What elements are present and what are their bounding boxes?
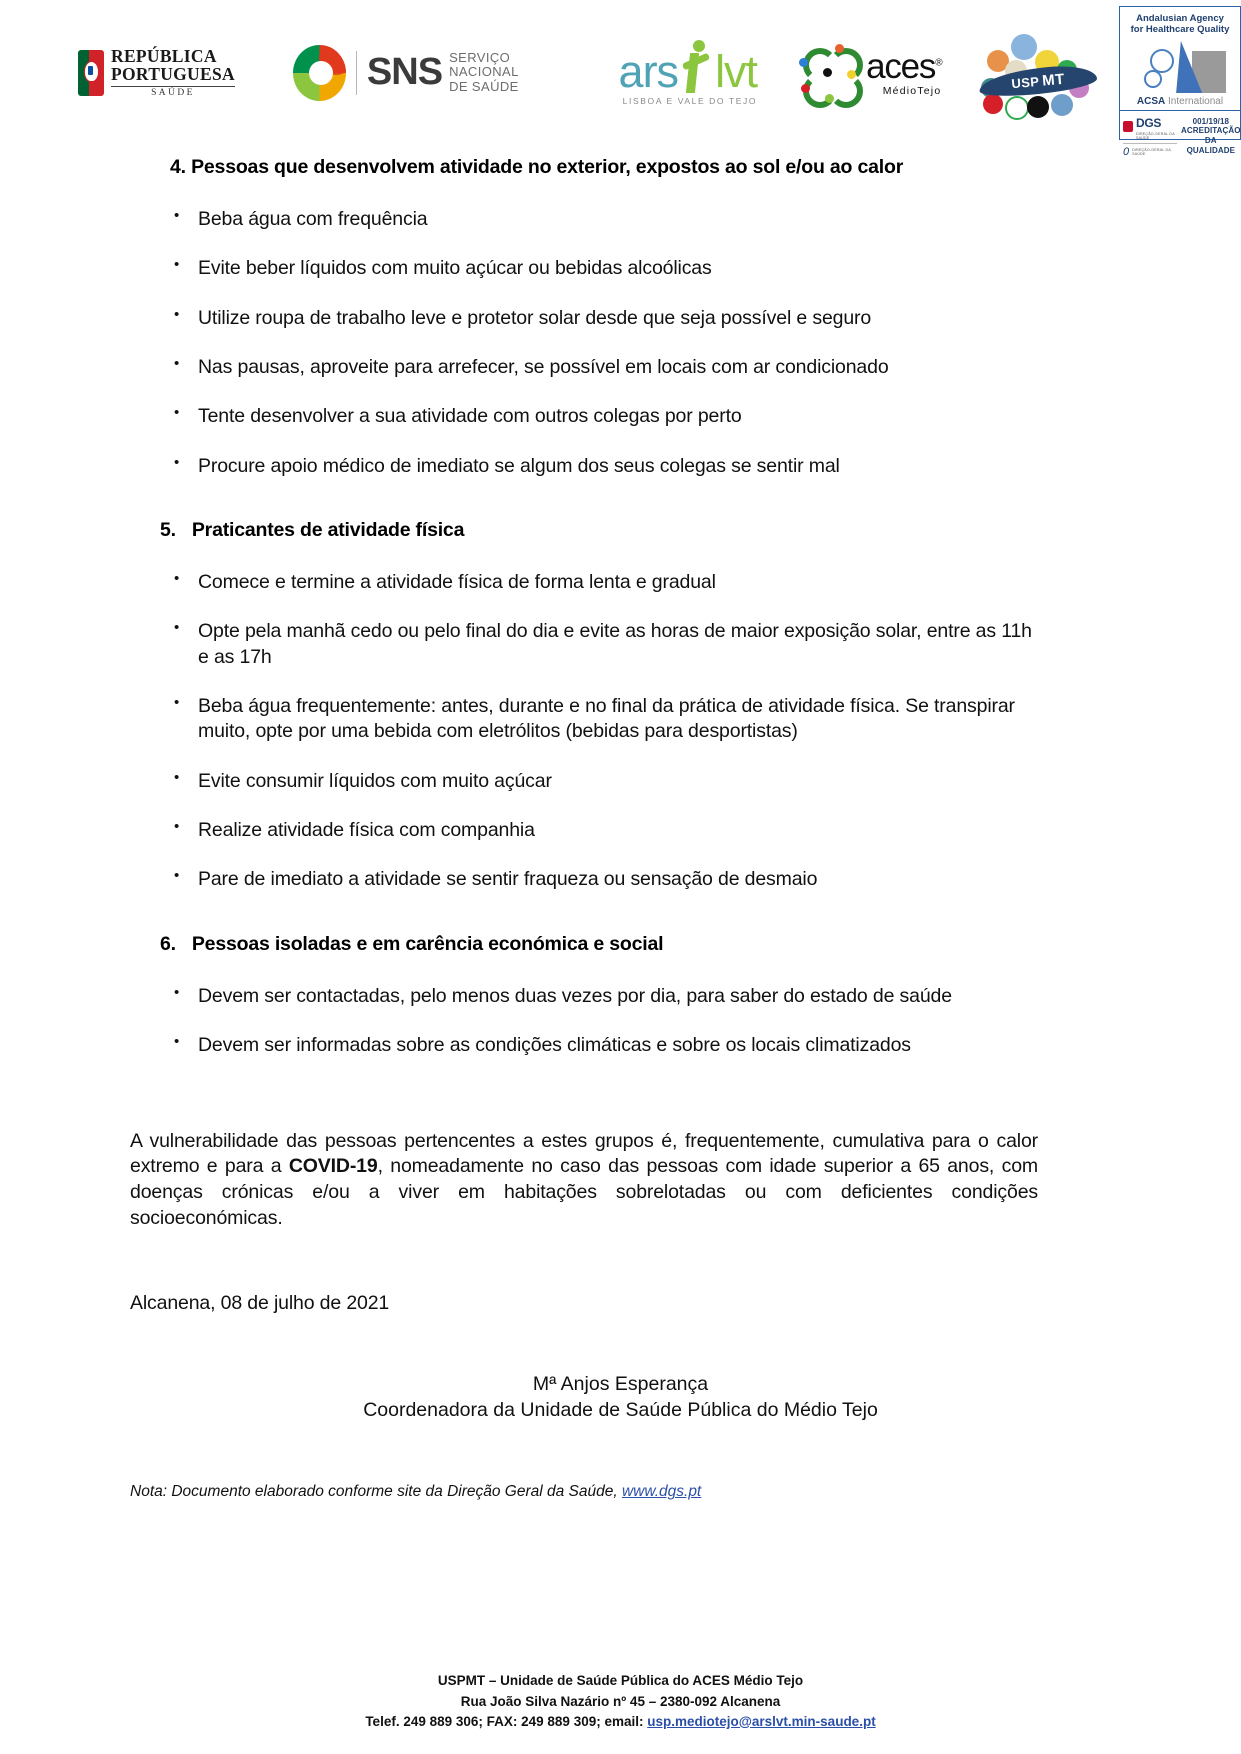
bubble-steel [1051,94,1073,116]
aces-sub: MédioTejo [882,84,942,97]
section-5-number: 5. [160,519,176,542]
list-item: • Evite beber líquidos com muito açúcar ou bebidas alcoólicas [160,256,1241,281]
list-item: • Utilize roupa de trabalho leve e protetor solar desde que seja possível e seguro [160,306,1241,331]
section-4-number: 4. [170,156,186,178]
closing-part2: , nomeadamente no caso das pessoas com idade superior a 65 anos, com doenças crónicas e/ou a viver em habitações sobrelotadas ou com deficientes condições socioeconómicas. [130,1155,1038,1230]
usp-word: USP [1011,72,1041,91]
list-item: • Comece e termine a atividade física de forma lenta e gradual [160,570,1040,595]
sns-circle-icon [293,45,346,101]
footer-email-link[interactable]: usp.mediotejo@arslvt.min-saude.pt [647,1713,876,1729]
zero-icon: 0 [1123,145,1130,158]
footer-address: Rua João Silva Nazário nº 45 – 2380-092 Alcanena [460,1693,781,1709]
rp-divider [111,86,235,87]
acsa-emblem-icon [1120,37,1240,95]
lvt-word: lvt [715,45,758,97]
aces-network-icon [799,44,857,102]
dgs-secondary-subtitle: DIREÇÃO-GERAL DA SAÚDE [1132,147,1171,156]
list-item: • Pare de imediato a atividade se sentir fraqueza ou sensação de desmaio [160,867,1040,892]
dgs-wordmark: DGS [1136,115,1162,130]
ars-caption: LISBOA E VALE DO TEJO [622,95,758,106]
sns-wordmark: SNS [366,51,443,93]
logo-ars-lvt [619,40,758,106]
covid-highlight: COVID-19 [288,1155,378,1178]
list-item: • Procure apoio médico de imediato se algum dos seus colegas se sentir mal [160,454,1241,479]
mt-word: MT [1041,69,1066,89]
list-item: • Devem ser contactadas, pelo menos duas vezes por dia, para saber do estado de saúde [160,984,1241,1009]
list-item: • Realize atividade física com companhia [160,818,1040,843]
signatory-role: Coordenadora da Unidade de Saúde Pública do Médio Tejo [363,1399,878,1422]
logo-aces [799,44,941,102]
document-note [130,1483,1241,1501]
section-heading-5 [160,519,1241,542]
footer-phone-fax: Telef. 249 889 306; FAX: 249 889 309; email: [365,1713,648,1729]
rp-line1: REPÚBLICA [111,45,217,66]
cert-line2: DA QUALIDADE [1186,135,1236,155]
page-footer [0,1671,1241,1732]
list-item: • Opte pela manhã cedo ou pelo final do dia e evite as horas de maior exposição solar, entre as 11h e as 17h [160,619,1040,670]
acsa-top-line2: for Healthcare Quality [1130,23,1230,35]
list-item: • Beba água frequentemente: antes, durante e no final da prática de atividade física. Se transpirar muito, opte por uma bebida com eletrólitos (bebidas para desportistas) [160,694,1040,745]
document-content [0,147,1241,1501]
section-6-number: 6. [160,932,176,955]
dgs-link[interactable]: www.dgs.pt [621,1483,702,1501]
section-5-title: Praticantes de atividade física [191,519,465,542]
header-logo-bar [0,0,1241,158]
aces-wordmark: aces® [866,46,942,86]
bubble-blue [1011,34,1037,60]
rp-line3: SAÚDE [151,87,195,98]
logo-acsa-accreditation [1119,6,1241,158]
rp-line2: PORTUGUESA [111,63,235,84]
place-and-date: Alcanena, 08 de julho de 2021 [130,1292,390,1315]
portugal-shield-icon [78,50,104,96]
section-4-list [160,207,1241,479]
logo-republica-portuguesa [78,47,235,99]
closing-paragraph [130,1129,1038,1233]
section-5-list [160,570,1040,893]
footer-contacts [0,1712,1241,1732]
acsa-top-line1: Andalusian Agency [1136,12,1224,24]
signature-block [0,1371,1241,1423]
section-heading-4 [170,156,1241,179]
list-item: • Tente desenvolver a sua atividade com outros colegas por perto [160,404,1241,429]
logo-sns [293,45,571,101]
bubble-black [1027,96,1049,118]
acsa-name: ACSA [1136,95,1166,107]
dgs-subtitle: DIREÇÃO-GERAL DA SAÚDE [1136,131,1175,140]
footer-organization: USPMT – Unidade de Saúde Pública do ACES Médio Tejo [437,1673,804,1689]
bubble-red [983,94,1003,114]
list-item: • Evite consumir líquidos com muito açúcar [160,769,1040,794]
acsa-international: International [1168,95,1224,107]
cert-line1: ACREDITAÇÃO [1181,126,1241,136]
sns-sub-line2: DE SAÚDE [449,78,519,94]
sns-sub-line1: SERVIÇO NACIONAL [449,50,519,80]
list-item: • Devem ser informadas sobre as condições climáticas e sobre os locais climatizados [160,1033,1241,1058]
list-item: • Nas pausas, aproveite para arrefecer, se possível em locais com ar condicionado [160,355,1241,380]
ars-word: ars [618,45,679,97]
list-item: • Beba água com frequência [160,207,1241,232]
closing-part1: A vulnerabilidade das pessoas pertencentes a estes grupos é, frequentemente, cumulativa para o calor extremo e para a [130,1129,1038,1178]
section-6-title: Pessoas isoladas e em carência económica e social [191,932,664,955]
section-6-list [160,984,1241,1059]
cert-code: 001/19/18 [1192,116,1230,126]
dgs-shield-icon [1123,121,1133,132]
bubble-outline [1005,96,1029,120]
section-heading-6 [160,933,1241,956]
signatory-name: Mª Anjos Esperança [532,1373,709,1396]
logo-usp-mt [981,28,1087,118]
sns-divider [356,51,357,95]
person-figure-icon [680,40,714,94]
note-text: Nota: Documento elaborado conforme site da Direção Geral da Saúde, [130,1483,622,1501]
section-4-title: Pessoas que desenvolvem atividade no exterior, expostos ao sol e/ou ao calor [191,156,904,178]
